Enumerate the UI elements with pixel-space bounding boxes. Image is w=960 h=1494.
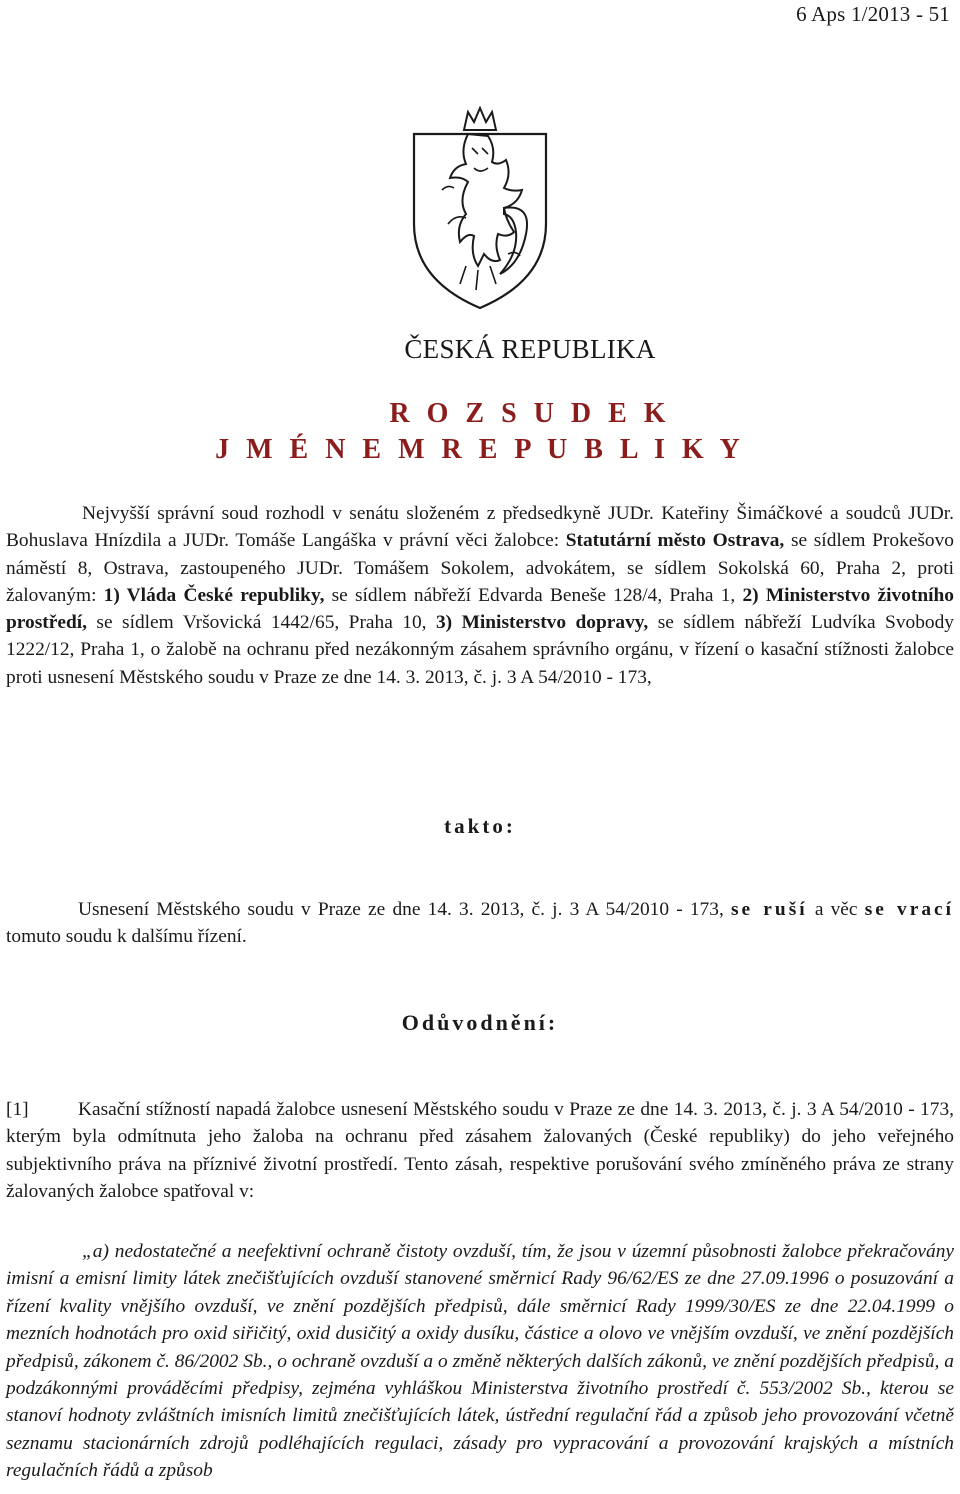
- coat-of-arms: [408, 104, 552, 312]
- paragraph-1: [6, 1096, 954, 1205]
- intro-text: se sídlem Prokešovo náměstí 8, Ostrava, zastoupeného JUDr. Tomášem Sokolem, advokátem, se sídlem Sokolská 60, Praha 2, proti žalovaným:: [6, 530, 954, 606]
- decision-text: Usnesení Městského soudu v Praze ze dne 14. 3. 2013, č. j. 3 A 54/2010 - 173,: [78, 899, 731, 920]
- decision-text: a věc: [807, 899, 865, 920]
- intro-text: se sídlem nábřeží Ludvíka Svobody 1222/12, Praha 1, o žalobě na ochranu před nezákonným zásahem správního orgánu, v řízení o kasační stížnosti žalobce proti usnesení Městského soudu v Praze ze dne 14. 3. 2013, č. j. 3 A 54/2010 - 173,: [6, 612, 954, 688]
- intro-text: se sídlem nábřeží Edvarda Beneše 128/4, Praha 1,: [324, 584, 743, 606]
- annul-phrase: se ruší: [730, 899, 808, 920]
- return-phrase: se vrací: [864, 899, 955, 920]
- plaintiff-name: Statutární město Ostrava,: [565, 530, 785, 552]
- in-name-of-republic-heading: J M É N E M R E P U B L I K Y: [215, 434, 745, 465]
- country-heading: ČESKÁ REPUBLIKA: [404, 334, 656, 364]
- takto-heading: takto:: [444, 814, 516, 838]
- reasons-heading: Odůvodnění:: [401, 1010, 559, 1035]
- intro-text: Nejvyšší správní soud rozhodl v senátu složeném z předsedkyně JUDr. Kateřiny Šimáčkové a soudců JUDr. Bohuslava Hnízdila a JUDr. Tomáše Langáška v právní věci žalobce:: [6, 503, 954, 552]
- defendant-1-name: 1) Vláda České republiky,: [103, 584, 325, 606]
- decision-paragraph: [6, 896, 954, 951]
- verdict-heading: R O Z S U D E K: [389, 398, 671, 429]
- quoted-claim: „a) nedostatečné a neefektivní ochraně čistoty ovzduší, tím, že jsou v územní působnosti žalobce překračovány imisní a emisní limity látek znečišťujících ovzduší stanovené směrnicí Rady 96/62/ES ze dne 27.09.1996 o posuzování a řízení kvality vnějšího ovzduší, ve znění pozdějších předpisů, dále směrnicí Rady 1999/30/ES ze dne 22.04.1999 o mezních hodnotách pro oxid siřičitý, oxid dusičitý a oxidy dusíku, částice a olovo ve vnějším ovzduší, ve znění pozdějších předpisů, zákonem č. 86/2002 Sb., o ochraně ovzduší a o změně některých dalších zákonů, ve znění pozdějších předpisů, a podzákonnými prováděcími předpisy, zejména vyhláškou Ministerstva životního prostředí č. 553/2002 Sb., kterou se stanoví hodnoty zvláštních imisních limitů znečišťujících látek, ústřední regulační řád a způsob jeho provozování včetně seznamu stacionárních zdrojů podléhajících regulaci, zásady pro vypracování a provozování krajských a místních regulačních řádů a způsob: [6, 1241, 954, 1482]
- czech-lion-coat-of-arms-icon: [408, 104, 552, 312]
- paragraph-1-text: Kasační stížností napadá žalobce usnesení Městského soudu v Praze ze dne 14. 3. 2013, č. j. 3 A 54/2010 - 173, kterým byla odmítnuta jeho žaloba na ochranu před zásahem žalovaných (České republiky) do jeho veřejného subjektivního práva na příznivé životní prostředí. Tento zásah, respektive porušování svého zmíněného práva ze strany žalovaných žalobce spatřoval v:: [6, 1099, 954, 1202]
- defendant-2-name: 2) Ministerstvo životního prostředí,: [6, 584, 954, 634]
- decision-text: tomuto soudu k dalšímu řízení.: [6, 926, 247, 948]
- defendant-3-name: 3) Ministerstvo dopravy,: [435, 612, 649, 634]
- intro-paragraph: [6, 500, 954, 691]
- intro-text: se sídlem Vršovická 1442/65, Praha 10,: [86, 612, 436, 634]
- case-reference: 6 Aps 1/2013 - 51: [796, 2, 950, 26]
- paragraph-number: [1]: [6, 1099, 29, 1120]
